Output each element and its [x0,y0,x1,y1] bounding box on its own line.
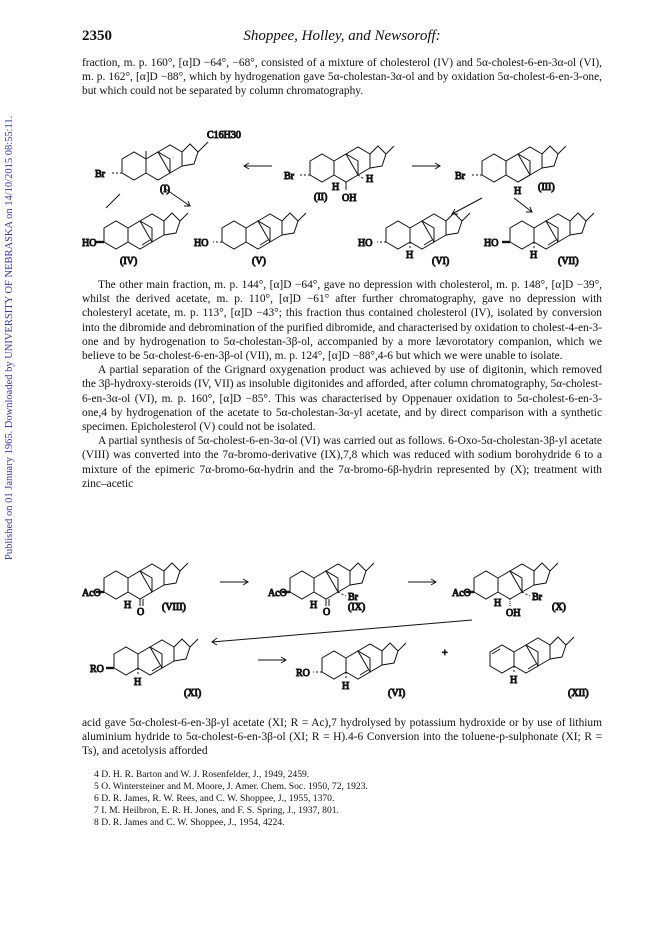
br-atom-label: Br [284,171,294,182]
compound-label-xi: (XI) [184,688,202,699]
structure-x [452,563,566,619]
reference-item: 8 D. R. James and C. W. Shoppee, J., 1954, 4224. [94,817,285,828]
compound-label-v: (V) [252,256,266,267]
ho-atom-label: HO [82,238,97,249]
text-block-3 [82,716,602,759]
page-header [82,28,602,48]
arrow [106,194,120,208]
h-atom-label: H [530,250,538,261]
structure-i [95,130,241,195]
structure-vi [358,213,470,267]
paragraph: acid gave 5α-cholest-6-en-3β-yl acetate (XI; R = Ac),7 hydrolysed by potassium hydroxide or by use of lithium aluminium hydride to 5α-cholest-6-en-3β-ol (XI; R = H).4-6 Conversion into the toluene-p-sulphonate (XI; R = Ts), and acetolysis afforded [82,717,602,758]
compound-label-iii: (III) [538,182,555,193]
running-title: Shoppee, Holley, and Newsoroff: [243,28,441,44]
oh-atom-label: OH [342,193,357,204]
compound-label-xii: (XII) [568,688,589,699]
structure-vi-b [296,643,406,699]
footnote-references [82,769,602,829]
plus-sign: + [442,648,448,659]
h-atom-label: H [494,598,502,609]
h-atom-label: H [406,250,414,261]
structure-xi [90,639,201,699]
download-watermark: Published on 01 January 1965. Downloaded by UNIVERSITY OF NEBRASKA on 14/10/2015 08:55:11. [4,115,15,560]
arrow [212,620,472,642]
aco-atom-label: AcO [82,588,101,599]
structure-iv [82,213,188,267]
compound-label-ix: (IX) [348,602,366,613]
h-atom-label: H [332,182,340,193]
structure-ii [284,146,394,204]
reaction-scheme-2 [82,548,602,708]
reference-item: 5 O. Wintersteiner and M. Moore, J. Amer. Chem. Soc. 1950, 72, 1923. [94,781,368,792]
ro-atom-label: RO [296,668,310,679]
compound-label-i: (I) [160,184,170,195]
ro-atom-label: RO [90,664,104,675]
text-block-1 [82,56,602,99]
ho-atom-label: HO [194,238,209,249]
page-number: 2350 [82,28,112,44]
compound-label-vi: (VI) [388,688,406,699]
ho-atom-label: HO [358,238,373,249]
h-atom-label: H [342,681,350,692]
paragraph: A partial separation of the Grignard oxygenation product was achieved by use of digitonin, which removed the 3β-hydroxy-steroids (IV, VII) as insoluble digitonides and afforded, after column chromatography, 5α-cholest-6-en-3α-ol (VI), m. p. 160°, [α]D −85°. This was characterised by Oppenauer oxidation to 5α-cholest-6-en-3-one,4 by hydrogenation of the acetate to 5α-cholestan-3α-yl acetate, and by direct comparison with a synthetic specimen. Epicholesterol (V) could not be isolated. [82,364,602,434]
br-atom-label: Br [455,171,465,182]
br-atom-label: Br [532,592,542,603]
o-atom-label: O [137,607,145,618]
text-block-2 [82,278,602,491]
reference-item: 7 I. M. Heilbron, E. R. H. Jones, and F. S. Spring, J., 1937, 801. [94,805,339,816]
br-atom-label: Br [348,592,358,603]
paragraph: fraction, m. p. 160°, [α]D −64°, −68°, consisted of a mixture of cholesterol (IV) and 5α-cholest-6-en-3α-ol (VI), m. p. 162°, [α]D −88°, which by hydrogenation gave 5α-cholestan-3α-ol and by oxidation 5α-cholest-6-en-3-one, but which could not be separated by column chromatography. [82,57,602,98]
arrow [452,198,482,214]
compound-label-vi: (VI) [432,256,450,267]
paragraph: The other main fraction, m. p. 144°, [α]D −64°, gave no depression with cholesterol, m. p. 148°, [α]D −39°, whilst the derived acetate, m. p. 110°, [α]D −61° after further chromatography, gave no depression with cholesteryl acetate, m. p. 113°, [α]D −43°; this fraction thus contained cholesterol (IV), isolated by conversion into the dibromide and debromination of the purified dibromide, and characterised by oxidation to cholest-4-en-3-one and by hydrogenation to 5α-cholestan-3β-ol, accompanied by a more lævorotatory companion, which we believe to be 5α-cholest-6-en-3β-ol (VII), m. p. 124°, [α]D −88°,4-6 but which we were unable to isolate. [82,279,602,363]
structure-vii [484,213,594,267]
h-atom-label: H [124,600,132,611]
structure-xii [490,637,589,699]
arrow [164,188,190,206]
h-atom-label: H [510,675,518,686]
h-atom-label: H [514,186,522,197]
structure-viii [82,563,188,618]
arrow [514,198,532,212]
compound-label-viii: (VIII) [162,602,186,613]
paragraph: A partial synthesis of 5α-cholest-6-en-3α-ol (VI) was carried out as follows. 6-Oxo-5α-cholestan-3β-yl acetate (VIII) was converted into the 7α-bromo-derivative (IX),7,8 which was reduced with sodium borohydride 6 to a mixture of the epimeric 7α-bromo-6α-hydrin and the 7α-bromo-6β-hydrin represented by (X); treatment with zinc–acetic [82,435,602,490]
aco-atom-label: AcO [268,588,287,599]
compound-label-ii: (II) [314,192,328,203]
structure-v [194,213,306,267]
br-atom-label: Br [95,169,105,180]
reaction-scheme-1 [82,124,602,272]
reference-item: 6 D. R. James, R. W. Rees, and C. W. Shoppee, J., 1955, 1370. [94,793,335,804]
compound-label-x: (X) [552,602,566,613]
structure-ix [268,563,374,618]
structure-iii [455,146,566,197]
substituent-label: C16H30 [207,130,241,141]
reference-item: 4 D. H. R. Barton and W. J. Rosenfelder, J., 1949, 2459. [94,769,310,780]
h-atom-label: H [310,600,318,611]
aco-atom-label: AcO [452,588,471,599]
h-atom-label: H [134,677,142,688]
compound-label-iv: (IV) [120,256,138,267]
o-atom-label: O [323,607,331,618]
oh-atom-label: OH [506,608,521,619]
h-atom-label: H [366,174,374,185]
compound-label-vii: (VII) [558,256,579,267]
ho-atom-label: HO [484,238,499,249]
